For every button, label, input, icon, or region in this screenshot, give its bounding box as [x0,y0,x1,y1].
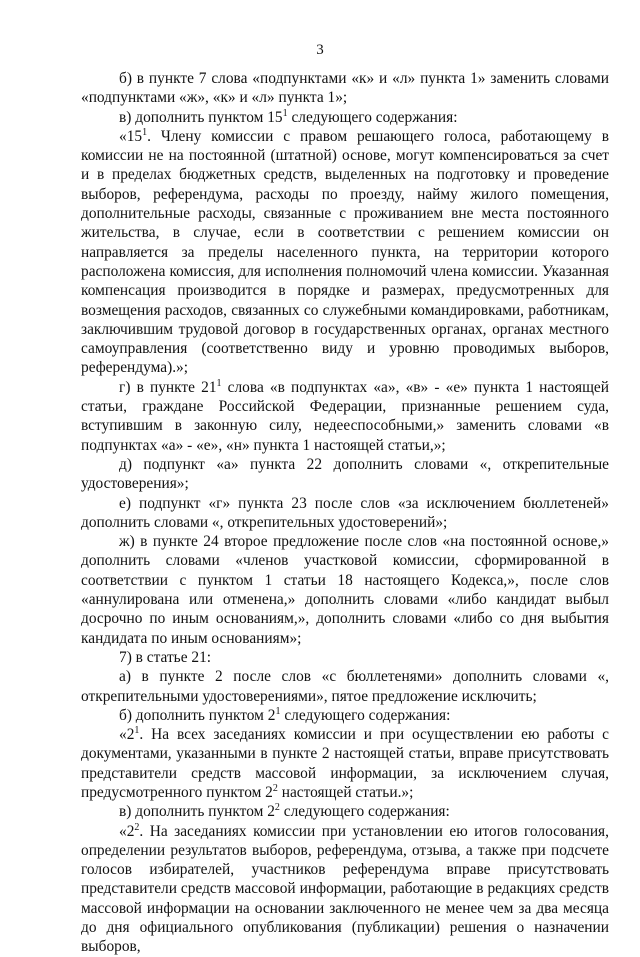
paragraph: 7) в статье 21: [119,648,212,666]
paragraph: «$15^1$. Члену комиссии с правом решающего голоса, работающему в комиссии не на постоянной (штатной) основе, могут компенсироваться за счет и в пределах бюджетных средств, выделенных на подготовку и проведение выборов, референдума, расходы по проезду, найму жилого помещения, дополнительные расходы, связанные с проживанием вне места постоянного жительства, в случае, если в соответствии с решением комиссии он направляется за пределы населенного пункта, на территории которого расположена комиссия, для исполнения полномочий члена комиссии. Указанная компенсация производится в порядке и размерах, предусмотренных для возмещения расходов, связанных со служебными командировками, работникам, заключившим трудовой договор в государственных органах, органах местного самоуправления (соответственно виду и уровню проводимых выборов, референдума).»; [81,126,609,377]
paragraph: е) подпункт «г» пункта 23 после слов «за исключением бюллетеней» дополнить словами «, открепительных удостоверений»; [81,494,609,531]
superscript: 2 [134,821,140,833]
paragraph: ж) в пункте 24 второе предложение после слов «на постоянной основе,» дополнить словами «членов участковой комиссии, сформированной в соответствии с пунктом 1 статьи 18 настоящего Кодекса,», после слов «аннулирована или отменена,» дополнить словами «либо кандидат выбыл досрочно по иным основаниям,», дополнить словами «либо со дня выбытия кандидата по иным основаниям»; [81,533,609,647]
paragraph: а) в пункте 2 после слов «с бюллетенями» дополнить словами «, открепительными удостоверениями», пятое предложение исключить; [81,668,609,705]
paragraph: б) в пункте 7 слова «подпунктами «к» и «л» пункта 1» заменить словами «подпунктами «ж», «к» и «л» пункта 1»; [81,70,609,107]
paragraph: в) дополнить пунктом $15^1$ следующего содержания: [119,107,458,126]
superscript: 1 [134,725,140,737]
paragraph: д) подпункт «а» пункта 22 дополнить словами «, открепительные удостоверения»; [81,455,609,493]
paragraph: «$2^2$. На заседаниях комиссии при установлении ею итогов голосования, определении результатов выборов, референдума, отзыва, а также при подсчете голосов избирателей, участников референдума вправе присутствовать представители средств массовой информации, работающие в редакциях средств массовой информации на основании заключенного не менее чем за два месяца до дня официального опубликования (публикации) решения о назначении выборов, [81,821,609,956]
superscript: 1 [142,126,148,138]
paragraph: в) дополнить пунктом $2^2$ следующего содержания: [119,802,450,821]
superscript: 1 [282,107,288,119]
paragraph: б) дополнить пунктом $2^1$ следующего содержания: [119,705,451,724]
superscript: 2 [274,802,280,814]
superscript: 1 [275,705,281,717]
superscript: 2 [272,782,278,794]
paragraph: «$2^1$. На всех заседаниях комиссии и при осуществлении ею работы с документами, указанными в пункте 2 настоящей статьи, вправе присутствовать представители средств массовой информации, за исключением случая, предусмотренного пунктом $2^2$ настоящей статьи.»; [81,725,609,801]
page-number: 3 [316,42,324,58]
document-body [81,69,609,957]
superscript: 1 [216,377,222,389]
paragraph: г) в пункте $21^1$ слова «в подпунктах «а», «в» - «е» пункта 1 настоящей статьи, граждане Российской Федерации, признанные решением суда, вступившим в законную силу, недееспособными,» заменить словами «в подпунктах «а» - «е», «н» пункта 1 настоящей статьи,»; [81,377,609,454]
